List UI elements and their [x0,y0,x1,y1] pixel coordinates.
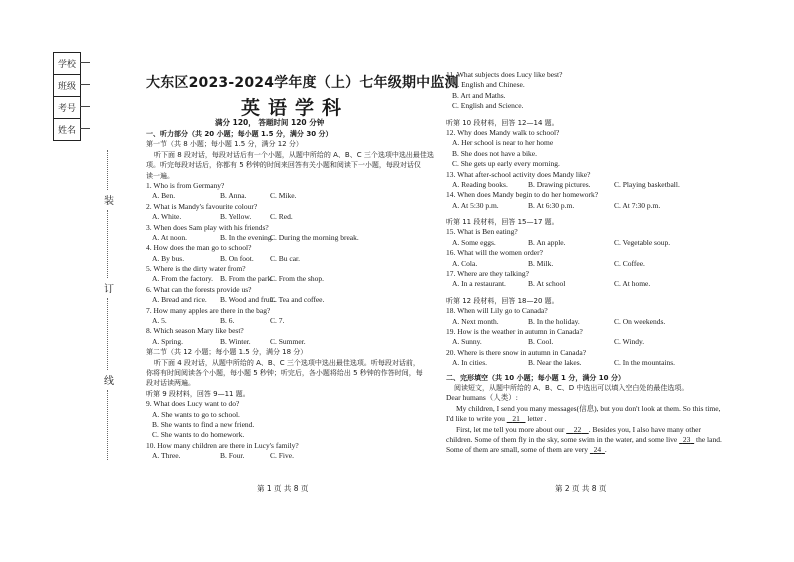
exam-number-box [53,96,81,119]
option-b: B. Cool. [528,337,554,347]
question-11-option-c: C. English and Science. [452,101,524,111]
option-b: B. An apple. [528,237,566,247]
question-12-option-c: C. She gets up early every morning. [452,159,560,169]
option-b: B. Anna. [220,191,247,201]
binding-dots-1 [107,150,108,190]
passage-line-4 [446,435,746,445]
blank-22 [566,425,589,434]
name-line [80,128,90,129]
binding-dots-3 [107,298,108,370]
option-a: A. White. [152,212,182,222]
option-b: B. Near the lakes. [528,358,582,368]
option-c: C. Playing basketball. [614,179,680,189]
question-7-options [146,316,426,326]
question-9-option-c: C. She wants to do homework. [152,430,245,440]
option-a: A. Next month. [452,316,499,326]
question-8-options [146,337,426,347]
option-c: C. Vegetable soup. [614,237,671,247]
question-12-option-a: A. Her school is near to her home [452,138,554,148]
question-14-options [446,201,746,211]
class-label: 班级 [57,82,76,92]
option-b: B. At 6:30 p.m. [528,200,575,210]
passage-line-2 [446,414,746,424]
binding-dots-2 [107,210,108,278]
passage-text: I'd like to write you [446,414,505,424]
option-c: C. 7. [270,316,285,326]
question-5: 5. Where is the dirty water from? [146,264,246,274]
option-a: A. 5. [152,316,167,326]
option-a: A. Reading books. [452,179,508,189]
binding-char-ding: 订 [104,284,114,295]
option-b: B. Four. [220,451,245,461]
question-2: 2. What is Mandy's favourite colour? [146,201,258,211]
passage-text: the land. [696,434,722,444]
option-b: B. In the evening. [220,232,274,242]
option-a: A. Bread and rice. [152,295,207,305]
option-c: C. Tea and coffee. [270,295,325,305]
option-b: B. 6. [220,316,235,326]
question-5-options [146,274,426,284]
question-9: 9. What does Lucy want to do? [146,399,240,409]
option-c: C. In the mountains. [614,358,676,368]
blank-21-number: 21 [512,414,520,424]
question-16-options [446,259,746,269]
blank-23-number: 23 [682,434,691,444]
question-18: 18. When will Lily go to Canada? [446,306,548,316]
question-13: 13. What after-school activity does Mandy like? [446,169,591,179]
passage-line-3 [446,425,746,435]
question-15-options [446,238,746,248]
question-6-options [146,295,426,305]
school-line [80,62,90,63]
option-b: B. Yellow. [220,212,252,222]
question-18-options [446,317,746,327]
option-a: A. At noon. [152,232,188,242]
score-line: 满分 120， 答题时间 120 分钟 [215,118,325,127]
option-c: C. Summer. [270,336,306,346]
subject-title: 英语学科 [241,97,350,119]
passage-text: Some of them are small, some of them are very [446,445,589,455]
blank-21 [507,414,526,423]
part2-instruction-1: 听下面 4 段对话，从题中所给的 A、B、C 三个选项中选出最佳选项。听每段对话前， [154,358,420,367]
question-15: 15. What is Ben eating? [446,227,518,237]
material-12-heading: 听第 12 段材料，回答 18—20 题。 [446,296,559,305]
question-11: 11. What subjects does Lucy like best? [446,70,563,79]
blank-23 [679,435,694,444]
class-line [80,84,90,85]
option-b: B. From the park. [220,274,274,284]
question-7: 7. How many apples are there in the bag? [146,305,271,315]
question-10-options [146,451,426,461]
section2-heading: 二、完形填空（共 10 小题；每小题 1 分，满分 10 分） [446,373,625,382]
part1-instruction-2: 项。听完每段对话后，你都有 5 秒钟的时间来回答有关小题和阅读下一小题，每段对话仅 [146,161,421,170]
question-3: 3. When does Sam play with his friends? [146,222,269,232]
material-9-heading: 听第 9 段材料，回答 9—11 题。 [146,389,250,398]
blank-24 [590,445,605,454]
question-1-options [146,191,426,201]
question-19-options [446,337,746,347]
part2-instruction-3: 段对话读两遍。 [146,379,195,388]
option-b: B. Drawing pictures. [528,179,591,189]
passage-line-1: My children, I send you many messages(信息), but you don't look at them. So this time, [456,403,721,413]
binding-char-zhuang: 装 [104,196,114,207]
question-12-option-b: B. She does not have a bike. [452,148,537,158]
part2-instruction-2: 你将有时间阅读各个小题，每小题 5 秒钟；听完后，各小题将给出 5 秒钟的作答时间，每 [146,368,423,377]
question-9-option-b: B. She wants to find a new friend. [152,419,255,429]
option-b: B. At school [528,279,566,289]
option-a: A. Cola. [452,258,478,268]
section1-heading: 一、听力部分（共 20 小题；每小题 1.5 分，满分 30 分） [146,130,333,138]
passage-text: letter . [527,414,547,424]
question-14: 14. When does Mandy begin to do her homework? [446,190,599,200]
passage-line-5 [446,445,746,455]
question-17: 17. Where are they talking? [446,269,529,279]
passage-text: . [604,445,607,455]
option-a: A. From the factory. [152,274,213,284]
letter-salutation: Dear humans（人类）: [446,393,518,403]
option-c: C. Mike. [270,191,297,201]
question-6: 6. What can the forests provide us? [146,284,252,294]
question-19: 19. How is the weather in autumn in Canada? [446,326,583,336]
material-10-heading: 听第 10 段材料，回答 12—14 题。 [446,118,559,127]
option-a: A. Three. [152,451,181,461]
question-10: 10. How many children are there in Lucy's family? [146,440,299,450]
option-b: B. Wood and fruit. [220,295,276,305]
option-c: C. Five. [270,451,294,461]
school-label: 学校 [57,60,76,70]
option-a: A. Some eggs. [452,237,496,247]
passage-text: children. Some of them fly in the sky, some swim in the water, and some live [446,434,678,444]
cloze-instruction: 阅读短文，从题中所给的 A、B、C、D 中选出可以填入空白处的最佳选项。 [454,383,689,392]
part1-heading: 第一节（共 8 小题；每小题 1.5 分，满分 12 分） [146,140,303,149]
name-label: 姓名 [57,126,76,136]
option-c: C. Windy. [614,337,645,347]
question-4: 4. How does the man go to school? [146,243,252,253]
option-b: B. In the holiday. [528,316,580,326]
class-box [53,74,81,97]
option-a: A. In cities. [452,358,487,368]
part1-instruction-3: 读一遍。 [146,171,174,180]
option-a: A. By bus. [152,253,185,263]
exam-number-label: 考号 [57,104,76,114]
school-box [53,52,81,75]
blank-22-number: 22 [573,424,582,434]
question-16: 16. What will the women order? [446,248,543,258]
question-12: 12. Why does Mandy walk to school? [446,127,560,137]
question-11-option-b: B. Art and Maths. [452,90,506,100]
option-c: C. Bu car. [270,253,300,263]
option-b: B. Milk. [528,258,554,268]
binding-dots-4 [107,390,108,460]
question-20: 20. Where is there snow in autumn in Canada? [446,347,587,357]
passage-text: . Besides you, I also have many other [588,424,701,434]
page-number-2: 第 2 页 共 8 页 [555,484,607,493]
blank-24-number: 24 [593,445,602,455]
part2-heading: 第二节（共 12 小题；每小题 1.5 分，满分 18 分） [146,348,308,357]
option-c: C. On weekends. [614,316,666,326]
question-3-options [146,233,426,243]
question-4-options [146,254,426,264]
option-c: C. Coffee. [614,258,645,268]
option-a: A. At 5:30 p.m. [452,200,499,210]
option-c: C. At 7:30 p.m. [614,200,661,210]
question-13-options [446,180,746,190]
question-11-option-a: A. English and Chinese. [452,80,525,90]
question-20-options [446,358,746,368]
option-a: A. Ben. [152,191,176,201]
option-b: B. Winter. [220,336,251,346]
question-2-options [146,212,426,222]
passage-text: First, let me tell you more about our [456,424,565,434]
question-1: 1. Who is from Germany? [146,180,225,190]
question-9-option-a: A. She wants to go to school. [152,409,240,419]
option-a: A. Spring. [152,336,184,346]
material-11-heading: 听第 11 段材料，回答 15—17 题。 [446,218,559,227]
option-b: B. On foot. [220,253,254,263]
right-column [446,70,746,456]
exam-number-line [80,106,90,107]
option-a: A. Sunny. [452,337,482,347]
binding-char-xian: 线 [104,376,114,387]
option-a: A. In a restaurant. [452,279,506,289]
question-8: 8. Which season Mary like best? [146,326,244,336]
exam-title: 大东区2023-2024学年度（上）七年级期中监测 [146,75,459,91]
name-box [53,118,81,141]
option-c: C. During the morning break. [270,232,359,242]
question-17-options [446,279,746,289]
page-number-1: 第 1 页 共 8 页 [257,484,309,493]
option-c: C. Red. [270,212,293,222]
option-c: C. From the shop. [270,274,324,284]
left-column [146,129,434,462]
option-c: C. At home. [614,279,651,289]
part1-instruction-1: 听下面 8 段对话，每段对话后有一个小题，从题中所给的 A、B、C 三个选项中选出最佳选 [154,150,434,159]
